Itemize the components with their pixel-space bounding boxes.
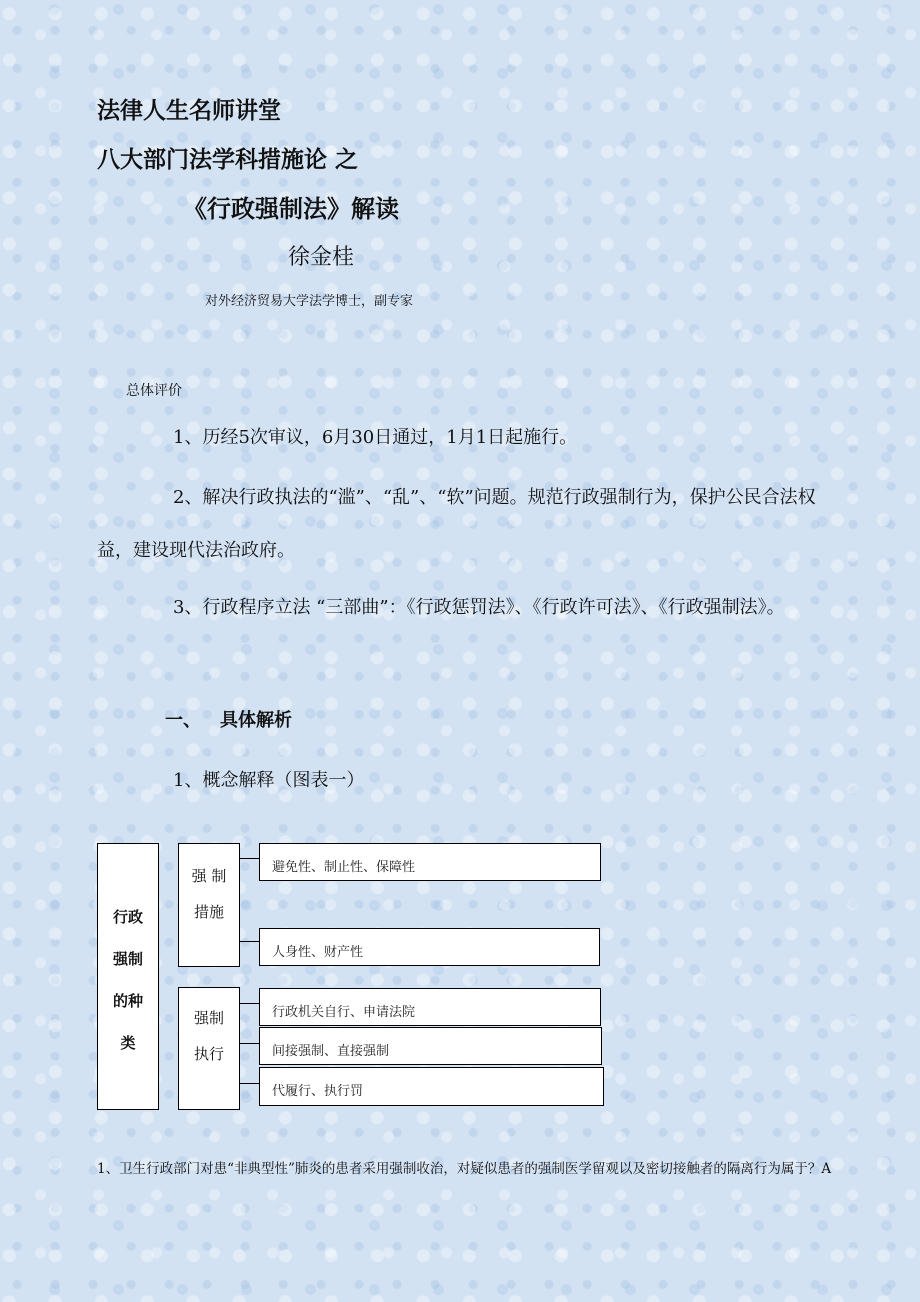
branch-text-line: 强制	[193, 1009, 224, 1027]
evaluation-item-3: 3、行政程序立法 “三部曲”：《行政惩罚法》、《行政许可法》、《行政强制法》。	[173, 597, 785, 618]
leaf-box: 人身性、财产性	[259, 928, 600, 966]
document-title: 《行政强制法》解读	[183, 195, 399, 223]
leaf-box: 避免性、制止性、保障性	[259, 843, 601, 881]
leaf-box: 代履行、执行罚	[259, 1067, 604, 1106]
question-1: 1、卫生行政部门对患“非典型性”肺炎的患者采用强制收治，对疑似患者的强制医学留观以及密切接触者的隔离行为属于？A	[97, 1161, 832, 1177]
connector-line	[240, 1003, 260, 1004]
root-text-line: 行政	[112, 908, 143, 926]
concept-explanation-heading: 1、概念解释（图表一）	[173, 770, 365, 791]
evaluation-item-2: 2、解决行政执法的“滥”、“乱”、“软”问题。规范行政强制行为，保护公民合法权益，建设现代法治政府。	[97, 487, 816, 561]
connector-line	[240, 858, 260, 859]
section-heading	[165, 706, 292, 732]
section-number: 一、	[165, 710, 201, 731]
leaf-box: 行政机关自行、申请法院	[259, 988, 601, 1026]
branch-text-line: 措施	[193, 903, 224, 921]
branch-box-enforcement	[178, 987, 240, 1110]
connector-line	[240, 941, 260, 942]
connector-line	[240, 1083, 260, 1084]
section-title: 具体解析	[220, 710, 292, 731]
lecture-series-title: 法律人生名师讲堂	[97, 98, 281, 124]
branch-box-measures	[178, 843, 240, 967]
overall-evaluation-label: 总体评价	[126, 383, 182, 399]
connector-line	[240, 1043, 260, 1044]
root-text-line: 的种	[112, 992, 143, 1010]
diagram-root-box	[97, 843, 159, 1110]
evaluation-item-1: 1、历经5次审议，6月30日通过，1月1日起施行。	[173, 427, 578, 448]
leaf-box: 间接强制、直接强制	[259, 1027, 602, 1065]
author-affiliation: 对外经济贸易大学法学博士，副专家	[205, 294, 414, 309]
author-name: 徐金桂	[288, 245, 355, 270]
root-text-line: 强制	[112, 950, 143, 968]
root-text-line: 类	[120, 1034, 136, 1052]
course-subtitle: 八大部门法学科措施论 之	[97, 147, 359, 173]
branch-text-line: 执行	[193, 1045, 224, 1063]
branch-text-line: 强 制	[191, 867, 227, 885]
